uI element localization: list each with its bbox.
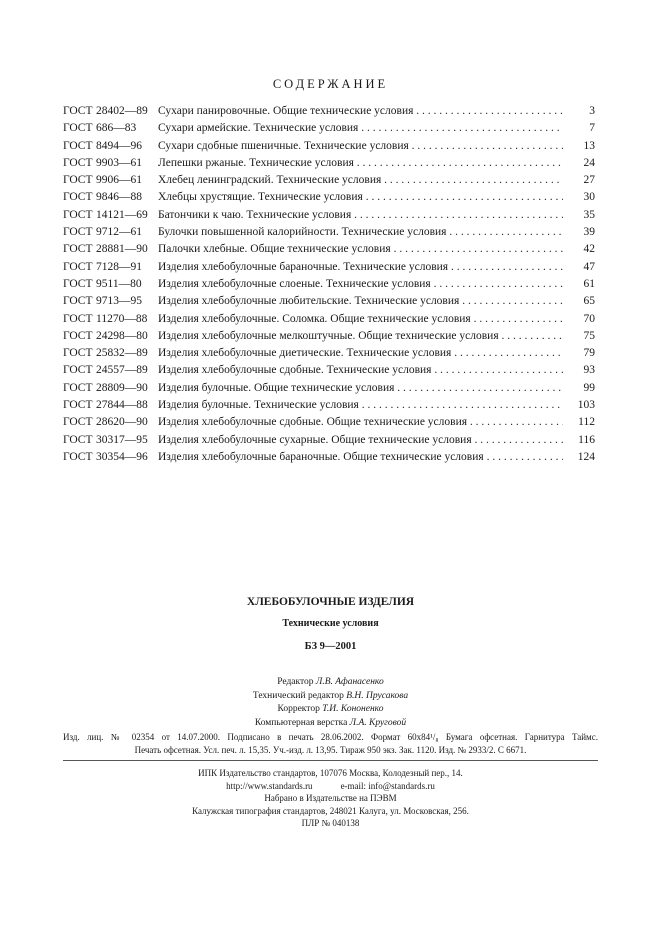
gost-label: ГОСТ [63, 312, 93, 325]
gost-label: ГОСТ [63, 381, 93, 394]
publisher-address: ИПК Издательство стандартов, 107076 Москва, Колодезный пер., 14. [198, 768, 463, 778]
staff-person: Т.И. Кононенко [322, 704, 384, 715]
book-title: ХЛЕБОБУЛОЧНЫЕ ИЗДЕЛИЯ [246, 596, 415, 608]
toc-row [63, 207, 595, 224]
standard-number: 14121—69 [96, 208, 148, 221]
staff-role: Технический редактор [252, 690, 344, 701]
standard-number: 28402—89 [96, 105, 148, 117]
standard-title: Изделия хлебобулочные слоеные. Технические условия . . . [158, 276, 563, 293]
page-number: 24 [565, 155, 595, 172]
print-info [63, 731, 598, 757]
toc-row [63, 172, 595, 189]
gost-label: ГОСТ [63, 433, 93, 446]
toc-row [63, 120, 595, 137]
standard-title: Сухари сдобные пшеничные. Технические условия . . . [158, 138, 563, 155]
publisher-email: e-mail: info@standards.ru [340, 780, 435, 791]
standard-title: Изделия хлебобулочные сдобные. Технические условия . . . [158, 362, 563, 379]
standard-title: Изделия хлебобулочные сдобные. Общие технические условия . . . [158, 414, 563, 431]
contents-heading: СОДЕРЖАНИЕ [272, 77, 389, 91]
toc-row [63, 224, 595, 241]
gost-label: ГОСТ [63, 226, 93, 239]
standard-title: Палочки хлебные. Общие технические условия . . . [158, 241, 563, 258]
gost-label: ГОСТ [63, 347, 93, 360]
toc-row [63, 414, 595, 431]
standard-number: 9903—61 [96, 156, 142, 169]
gost-label: ГОСТ [63, 450, 93, 463]
standard-number: 686—83 [96, 122, 137, 135]
standard-title: Сухари панировочные. Общие технические условия . . . [158, 103, 563, 120]
standard-title: Сухари армейские. Технические условия . . . [158, 120, 563, 137]
divider [63, 760, 598, 761]
standard-title: Изделия хлебобулочные сухарные. Общие технические условия . . . [158, 432, 563, 449]
gost-label: ГОСТ [63, 399, 93, 412]
standard-number: 30317—95 [96, 433, 148, 446]
toc-row [63, 362, 595, 379]
toc-row [63, 138, 595, 155]
standard-title: Изделия булочные. Технические условия . . . [158, 397, 563, 414]
staff-role: Корректор [277, 704, 320, 715]
page-number: 7 [565, 120, 595, 137]
toc-row [63, 449, 595, 466]
gost-label: ГОСТ [63, 277, 93, 290]
toc-row [63, 345, 595, 362]
standard-number: 9906—61 [96, 174, 142, 187]
staff-role: Редактор [277, 677, 314, 687]
page-number: 65 [565, 293, 595, 310]
bz-number: БЗ 9—2001 [304, 641, 357, 652]
standard-title: Изделия хлебобулочные бараночные. Общие технические условия . . . [158, 449, 563, 466]
standard-title: Лепешки ржаные. Технические условия . . . [158, 155, 563, 172]
editorial-staff [0, 676, 661, 731]
standard-number: 9511—80 [96, 277, 142, 290]
gost-label: ГОСТ [63, 329, 93, 342]
gost-label: ГОСТ [63, 364, 93, 377]
standard-number: 24298—80 [96, 329, 148, 342]
gost-label: ГОСТ [63, 139, 93, 152]
standard-title: Изделия хлебобулочные. Соломка. Общие технические условия . . . [158, 311, 563, 328]
staff-line [0, 690, 661, 704]
page-number: 47 [565, 259, 595, 276]
print-info-line-1: Изд. лиц. № 02354 от 14.07.2000. Подписано в печать 28.06.2002. Формат 60х84¹/₈ Бумага офсетная. Гарнитура Таймс. [63, 732, 598, 742]
page-number: 27 [565, 172, 595, 189]
page-number: 116 [565, 432, 595, 449]
page-number: 103 [565, 397, 595, 414]
toc-row [63, 311, 595, 328]
toc-row [63, 241, 595, 258]
standard-number: 28620—90 [96, 416, 148, 429]
standard-title: Булочки повышенной калорийности. Технические условия . . . [158, 224, 563, 241]
gost-label: ГОСТ [63, 122, 93, 135]
toc-row [63, 432, 595, 449]
standard-title: Изделия хлебобулочные мелкоштучные. Общие технические условия . . . [158, 328, 563, 345]
standard-title: Батончики к чаю. Технические условия . . . [158, 207, 563, 224]
typeset-note: Набрано в Издательстве на ПЭВМ [264, 793, 397, 804]
publisher-contacts [0, 780, 661, 793]
standard-number: 28809—90 [96, 381, 148, 394]
standard-number: 9846—88 [96, 191, 142, 204]
toc-row [63, 328, 595, 345]
standard-title: Изделия хлебобулочные диетические. Технические условия . . . [158, 345, 563, 362]
printing-house: Калужская типография стандартов, 248021 Калуга, ул. Московская, 256. [192, 805, 469, 816]
standard-number: 7128—91 [96, 260, 142, 273]
plr-number: ПЛР № 040138 [301, 818, 360, 829]
standard-number: 8494—96 [96, 139, 142, 152]
print-info-line-2: Печать офсетная. Усл. печ. л. 15,35. Уч.-изд. л. 13,95. Тираж 950 экз. Зак. 1120. Изд. № 2933/2. С 6671. [134, 745, 527, 755]
standard-title: Изделия хлебобулочные бараночные. Технические условия . . . [158, 259, 563, 276]
toc-row [63, 276, 595, 293]
staff-person: В.Н. Прусакова [346, 690, 409, 701]
staff-person: Л.А. Круговой [349, 718, 407, 729]
standard-number: 25832—89 [96, 347, 148, 360]
page-number: 42 [565, 241, 595, 258]
toc-row [63, 103, 595, 120]
standard-number: 28881—90 [96, 243, 148, 256]
standard-number: 27844—88 [96, 399, 148, 412]
publisher-website: http://www.standards.ru [226, 780, 313, 791]
staff-line [0, 676, 661, 690]
standard-title: Изделия хлебобулочные любительские. Технические условия . . . [158, 293, 563, 310]
standard-title: Хлебцы хрустящие. Технические условия . . . [158, 189, 563, 206]
page-number: 13 [565, 138, 595, 155]
standard-number: 9712—61 [96, 226, 142, 239]
page-number: 70 [565, 311, 595, 328]
page-number: 75 [565, 328, 595, 345]
standard-title: Хлебец ленинградский. Технические условия . . . [158, 172, 563, 189]
page-number: 99 [565, 380, 595, 397]
page-number: 3 [565, 103, 595, 120]
standard-number: 11270—88 [96, 312, 148, 325]
toc-row [63, 189, 595, 206]
table-of-contents [63, 103, 595, 466]
gost-label: ГОСТ [63, 208, 93, 221]
staff-line [0, 703, 661, 717]
page-number: 61 [565, 276, 595, 293]
toc-row [63, 259, 595, 276]
standard-title: Изделия булочные. Общие технические условия . . . [158, 380, 563, 397]
gost-label: ГОСТ [63, 243, 93, 256]
staff-person: Л.В. Афанасенко [315, 677, 384, 687]
standard-number: 24557—89 [96, 364, 148, 377]
page-number: 93 [565, 362, 595, 379]
toc-row [63, 155, 595, 172]
gost-label: ГОСТ [63, 260, 93, 273]
gost-label: ГОСТ [63, 416, 93, 429]
page-number: 30 [565, 189, 595, 206]
gost-label: ГОСТ [63, 191, 93, 204]
gost-label: ГОСТ [63, 174, 93, 187]
gost-label: ГОСТ [63, 156, 93, 169]
page-number: 35 [565, 207, 595, 224]
gost-label: ГОСТ [63, 295, 93, 308]
toc-row [63, 397, 595, 414]
toc-row [63, 293, 595, 310]
page-number: 124 [565, 449, 595, 466]
staff-role: Компьютерная верстка [254, 718, 348, 729]
standard-number: 30354—96 [96, 450, 148, 463]
publisher-info [0, 767, 661, 830]
staff-line [0, 717, 661, 731]
book-subtitle: Технические условия [282, 618, 379, 629]
toc-row [63, 380, 595, 397]
page-number: 39 [565, 224, 595, 241]
standard-number: 9713—95 [96, 295, 142, 308]
page-number: 112 [565, 414, 595, 431]
page-number: 79 [565, 345, 595, 362]
gost-label: ГОСТ [63, 105, 93, 117]
